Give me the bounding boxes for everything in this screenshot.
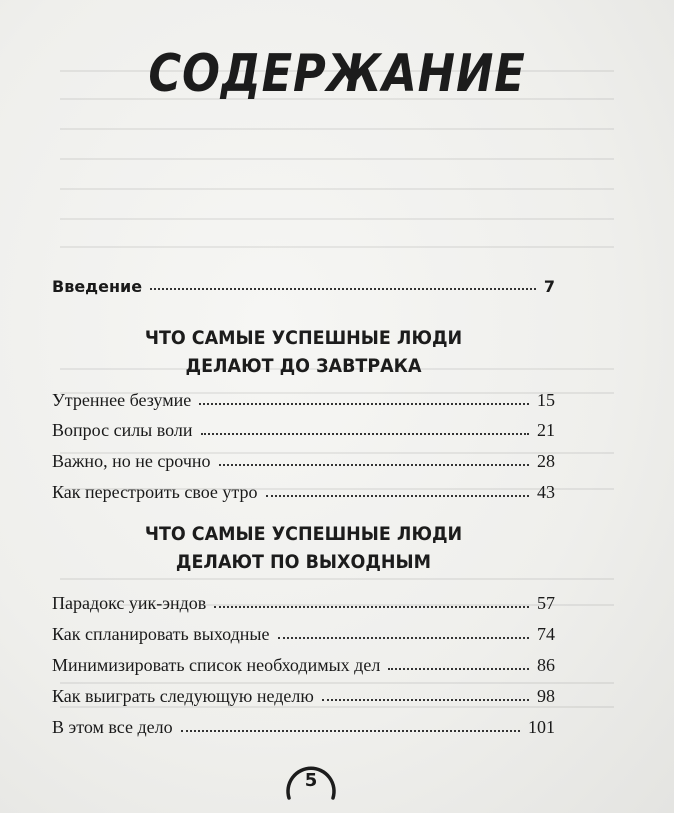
- toc-entry-page: 101: [528, 717, 555, 737]
- toc-entry[interactable]: [52, 648, 555, 676]
- dot-leader: [278, 637, 530, 639]
- toc-entry[interactable]: [52, 586, 555, 614]
- toc-entry-label: В этом все дело: [52, 717, 173, 737]
- toc-entry[interactable]: [52, 710, 555, 738]
- section-heading-line: ДЕЛАЮТ ПО ВЫХОДНЫМ: [175, 551, 432, 573]
- toc-entry-page: 43: [537, 482, 555, 502]
- toc-entry-label: Минимизировать список необходимых дел: [52, 655, 381, 675]
- page-title: СОДЕРЖАНИЕ: [148, 44, 526, 104]
- toc-entry-label: Как спланировать выходные: [52, 624, 270, 644]
- toc-entry-page: 21: [537, 420, 555, 440]
- page-number-badge: [284, 758, 338, 812]
- toc-entry[interactable]: [52, 413, 555, 441]
- toc-entry-page: 28: [537, 451, 555, 471]
- toc-entry-label: Введение: [52, 277, 143, 296]
- toc-entry[interactable]: [52, 617, 555, 645]
- toc-entry[interactable]: [52, 444, 555, 472]
- dot-leader: [219, 464, 529, 466]
- page-number: 5: [304, 770, 318, 791]
- dot-leader: [266, 495, 529, 497]
- toc-entry-page: 15: [537, 390, 555, 410]
- dot-leader: [201, 433, 529, 435]
- dot-leader: [322, 699, 529, 701]
- dot-leader: [150, 288, 536, 290]
- toc-entry-page: 98: [537, 686, 555, 706]
- toc-entry-page: 57: [537, 593, 555, 613]
- toc-entry-label: Вопрос силы воли: [52, 420, 193, 440]
- toc-entry-label: Как выиграть следующую неделю: [52, 686, 314, 706]
- toc-entry-page: 7: [543, 277, 555, 296]
- toc-entry[interactable]: [52, 475, 555, 503]
- dot-leader: [388, 668, 529, 670]
- section-heading-2: [72, 520, 535, 576]
- toc-entry-label: Парадокс уик-эндов: [52, 593, 207, 613]
- toc-entry-label: Важно, но не срочно: [52, 451, 211, 471]
- section-heading-1: [72, 324, 535, 380]
- toc-entry-intro[interactable]: [52, 268, 555, 296]
- dot-leader: [214, 606, 529, 608]
- toc-entry-page: 86: [537, 655, 555, 675]
- dot-leader: [199, 403, 529, 405]
- toc-entry-label: Как перестроить свое утро: [52, 482, 258, 502]
- section-heading-line: ЧТО САМЫЕ УСПЕШНЫЕ ЛЮДИ: [144, 327, 463, 349]
- dot-leader: [181, 730, 520, 732]
- toc-entry[interactable]: [52, 383, 555, 411]
- toc-entry-page: 74: [537, 624, 555, 644]
- toc-entry-label: Утреннее безумие: [52, 390, 192, 410]
- toc-entry[interactable]: [52, 679, 555, 707]
- section-heading-line: ЧТО САМЫЕ УСПЕШНЫЕ ЛЮДИ: [144, 523, 463, 545]
- section-heading-line: ДЕЛАЮТ ДО ЗАВТРАКА: [185, 355, 422, 377]
